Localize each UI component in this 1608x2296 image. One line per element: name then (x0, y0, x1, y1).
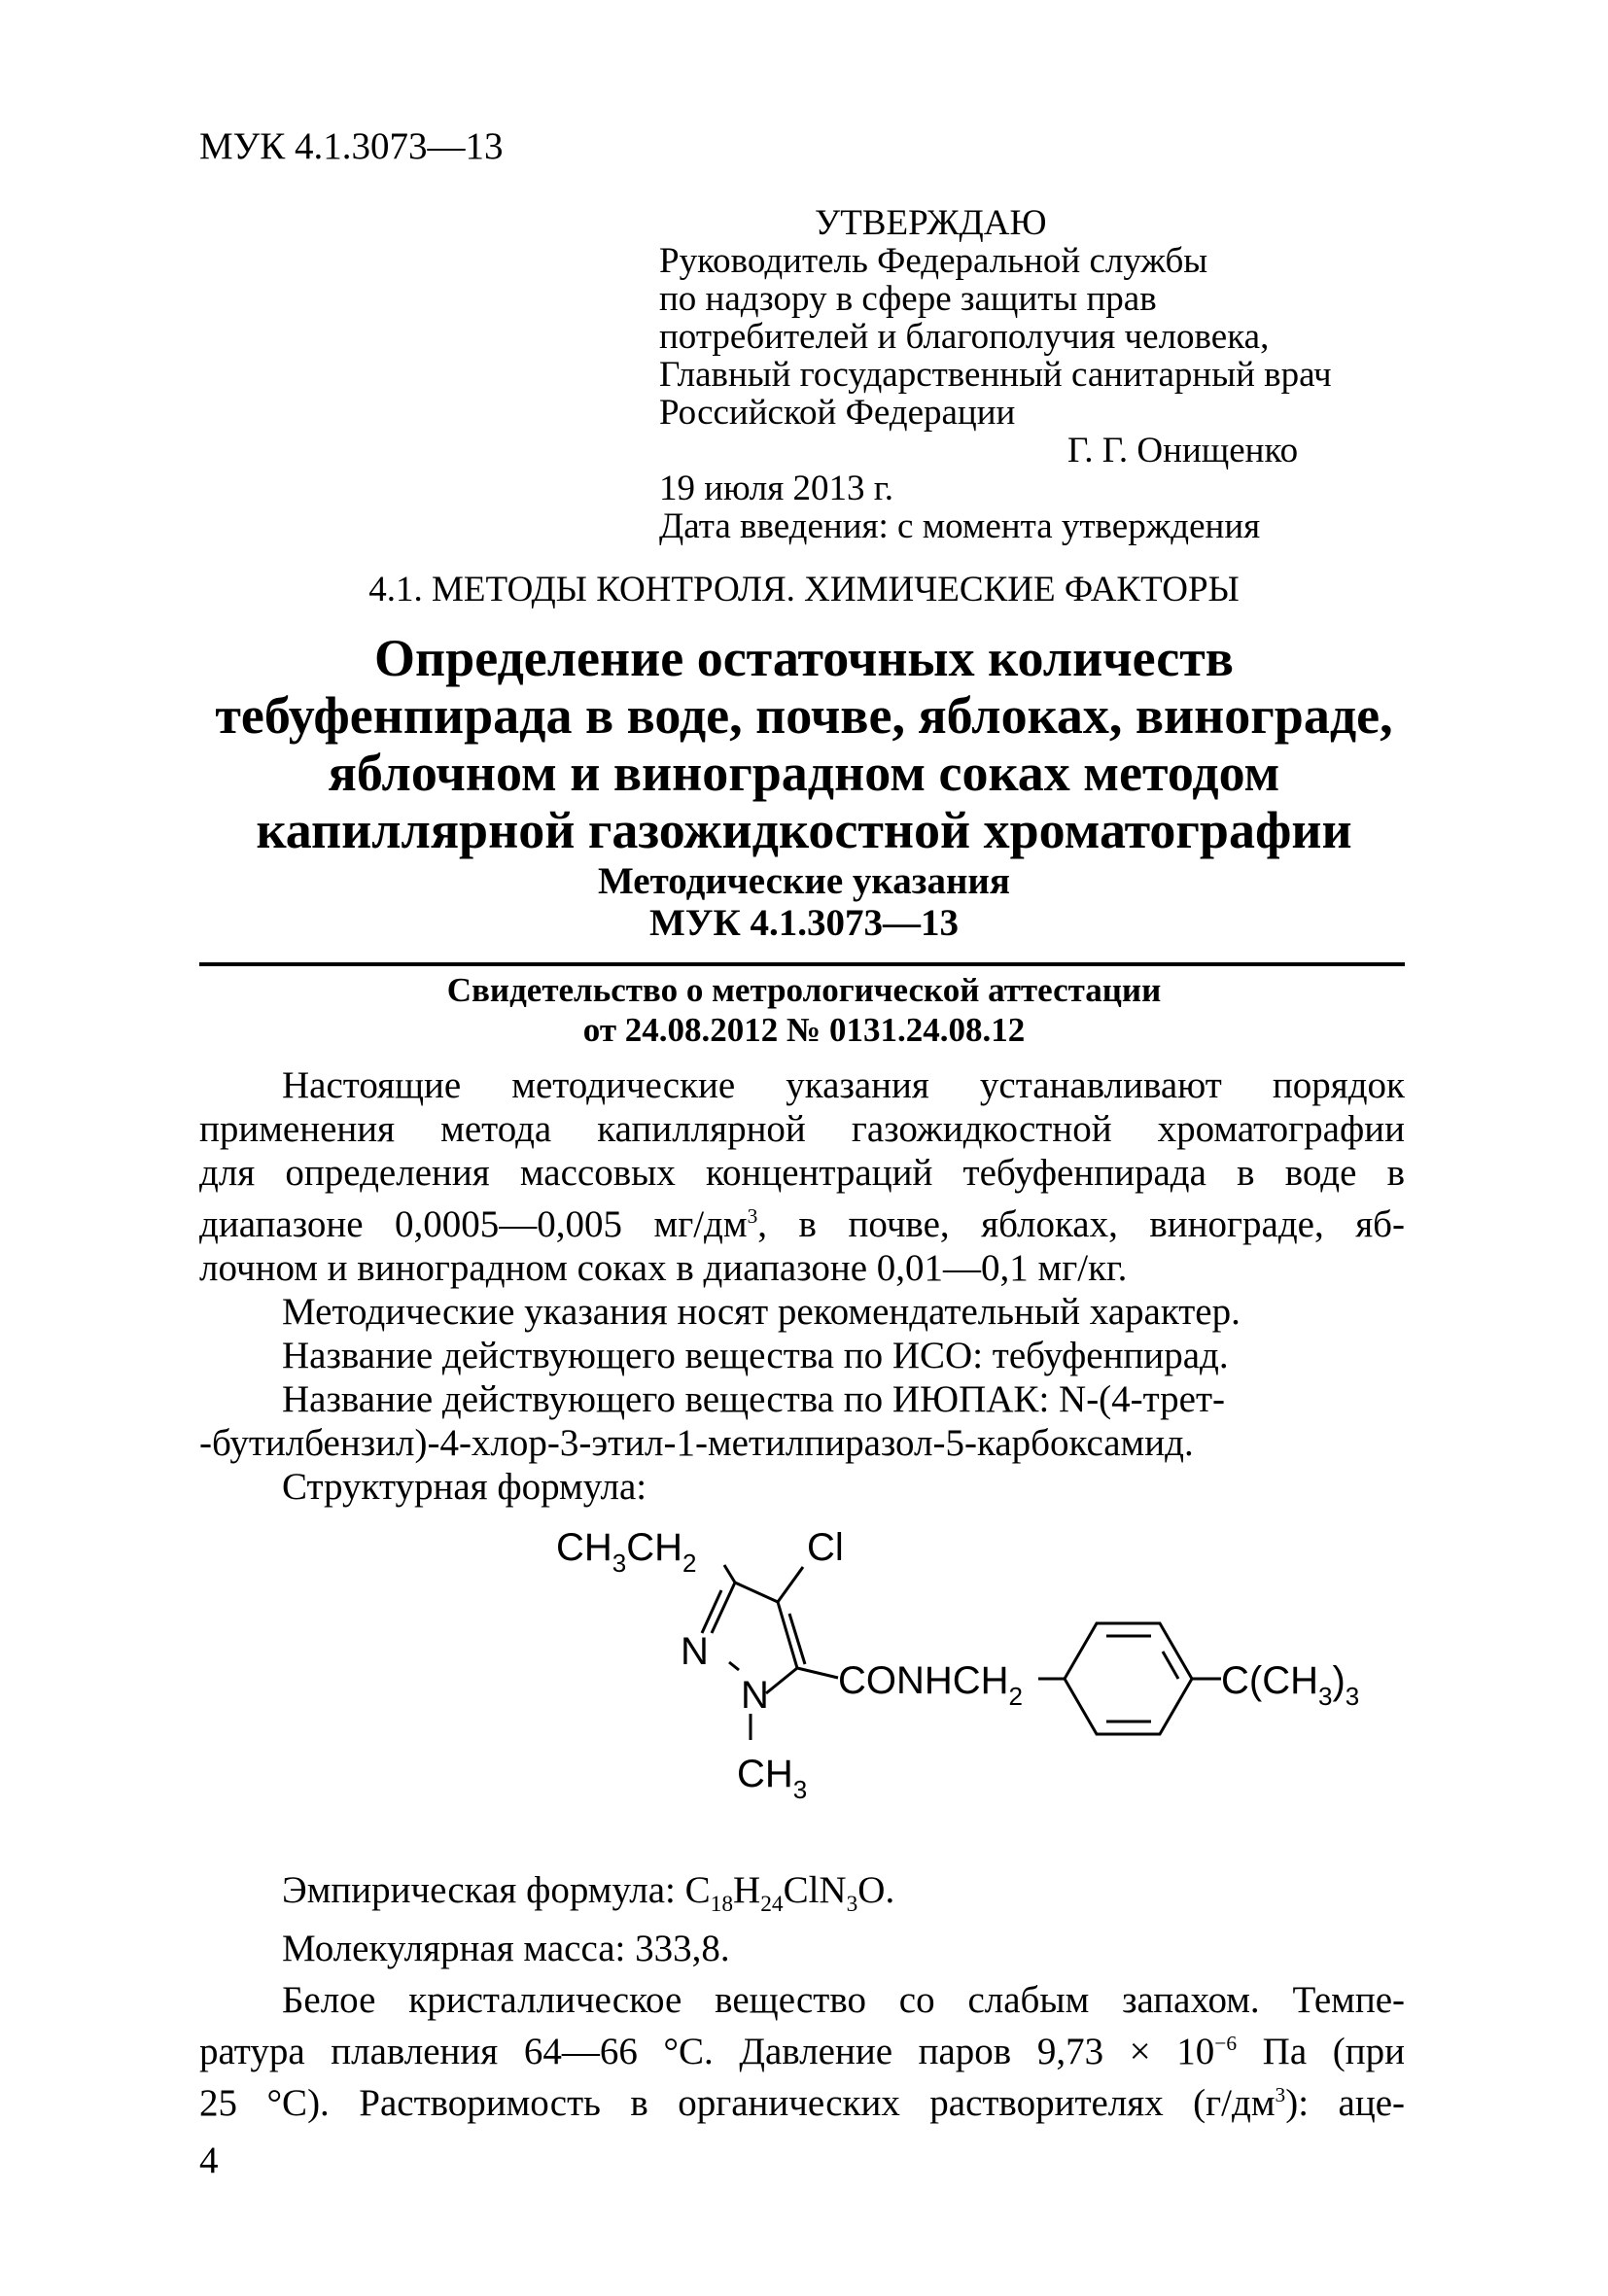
certificate-line: от 24.08.2012 № 0131.24.08.12 (582, 1011, 1026, 1049)
benzene-ring (1038, 1623, 1221, 1734)
superscript: 3 (747, 1204, 758, 1228)
empirical-formula (199, 1868, 1405, 1927)
text-run: O. (857, 1869, 895, 1911)
paragraph-line: Белое кристаллическое вещество со слабым запахом. Темпе- (282, 1978, 1405, 2021)
text-run: , в почве, яблоках, винограде, яб- (757, 1203, 1405, 1245)
approval-heading: УТВЕРЖДАЮ (815, 203, 1047, 243)
amide-group (838, 1659, 1023, 1711)
paragraph-line: -бутилбензил)-4-хлор-3-этил-1-метилпиразол-5-карбоксамид. (199, 1422, 1194, 1464)
page-number: 4 (199, 2139, 219, 2181)
paragraph-line: Методические указания носят рекомендательный характер. (282, 1291, 1241, 1333)
document-code: МУК 4.1.3073—13 (199, 125, 504, 167)
bond (1163, 1652, 1178, 1679)
subscript: 18 (710, 1891, 734, 1917)
formula-text: CH (737, 1753, 793, 1795)
formula-subscript: 3 (1345, 1682, 1360, 1711)
paragraph-line: для определения массовых концентраций тебуфенпирада в воде в (199, 1152, 1405, 1194)
text-run: ClN (783, 1869, 847, 1911)
bond (778, 1602, 797, 1668)
bond (712, 1583, 735, 1633)
paragraph-line: Настоящие методические указания устанавливают порядок (282, 1064, 1405, 1106)
formula-text: C(CH (1221, 1659, 1318, 1702)
bond (729, 1662, 739, 1670)
formula-text: CH (626, 1526, 683, 1569)
approval-line: Российской Федерации (659, 393, 1016, 433)
paragraph-line: Название действующего вещества по ИЮПАК: N-(4-трет- (282, 1378, 1226, 1420)
signatory-name: Г. Г. Онищенко (1067, 431, 1299, 470)
title-line: яблочном и виноградном соках методом (328, 744, 1280, 802)
subscript: 24 (760, 1891, 784, 1917)
bond (778, 1567, 803, 1602)
formula-text: CH (556, 1526, 612, 1569)
title-line: тебуфенпирада в воде, почве, яблоках, винограде, (215, 686, 1393, 745)
formula-subscript: 2 (1008, 1682, 1024, 1711)
effective-date: Дата введения: с момента утверждения (659, 506, 1261, 546)
text-run: Па (при (1237, 2030, 1405, 2072)
superscript: −6 (1214, 2031, 1238, 2055)
bond (724, 1565, 735, 1583)
approval-line: Руководитель Федеральной службы (659, 241, 1208, 281)
nitrogen-atom: N (681, 1630, 709, 1673)
formula-subscript: 3 (1317, 1682, 1333, 1711)
bond (735, 1583, 778, 1602)
nitrogen-atom: N (741, 1674, 769, 1717)
certificate-line: Свидетельство о метрологической аттестации (446, 971, 1162, 1009)
formula-subscript: 3 (612, 1548, 627, 1578)
text-run: Эмпирическая формула: C (282, 1869, 711, 1911)
text-run: диапазоне 0,0005—0,005 мг/дм (199, 1203, 748, 1245)
approval-line: Главный государственный санитарный врач (659, 355, 1332, 395)
paragraph-line (199, 2022, 1405, 2073)
title-line: Определение остаточных количеств (374, 629, 1234, 687)
approval-line: потребителей и благополучия человека, (659, 317, 1270, 357)
bond (702, 1590, 721, 1633)
tert-butyl-group (1221, 1659, 1359, 1711)
paragraph-line: лочном и виноградном соках в диапазоне 0,01—0,1 мг/кг. (199, 1247, 1128, 1289)
approval-date: 19 июля 2013 г. (659, 469, 894, 508)
subtitle-code: МУК 4.1.3073—13 (649, 902, 959, 944)
bond (789, 1614, 805, 1664)
text-run: H (733, 1869, 761, 1911)
body-text-lower (199, 1868, 1405, 2125)
bond (797, 1668, 838, 1678)
pyrazole-ring (702, 1565, 838, 1740)
molecular-mass: Молекулярная масса: 333,8. (282, 1927, 730, 1969)
formula-text: ) (1332, 1659, 1346, 1702)
text-run: ратура плавления 64—66 °C. Давление паров 9,73 × 10 (199, 2030, 1215, 2072)
formula-subscript: 3 (792, 1775, 808, 1804)
text-run: ): аце- (1285, 2081, 1405, 2124)
ethyl-group (556, 1526, 697, 1578)
formula-subscript: 2 (682, 1548, 697, 1578)
chlorine-atom: Cl (807, 1526, 844, 1569)
paragraph-line: Структурная формула: (282, 1466, 647, 1508)
paragraph-line (199, 2073, 1405, 2125)
paragraph-line: Название действующего вещества по ИСО: тебуфенпирад. (282, 1335, 1229, 1376)
title-line: капиллярной газожидкостной хроматографии (256, 801, 1352, 859)
text-run: 25 °C). Растворимость в органических растворителях (г/дм (199, 2081, 1276, 2124)
subscript: 3 (846, 1891, 858, 1917)
subtitle-kind: Методические указания (597, 860, 1010, 902)
approval-line: по надзору в сфере защиты прав (659, 279, 1157, 319)
formula-text: CONHCH (838, 1659, 1009, 1702)
ring-outline (1065, 1623, 1192, 1734)
paragraph-line: применения метода капиллярной газожидкостной хроматографии (199, 1108, 1405, 1150)
superscript: 3 (1275, 2082, 1286, 2106)
section-heading: 4.1. МЕТОДЫ КОНТРОЛЯ. ХИМИЧЕСКИЕ ФАКТОРЫ (368, 570, 1240, 609)
bond (766, 1668, 797, 1693)
methyl-group (737, 1753, 807, 1804)
